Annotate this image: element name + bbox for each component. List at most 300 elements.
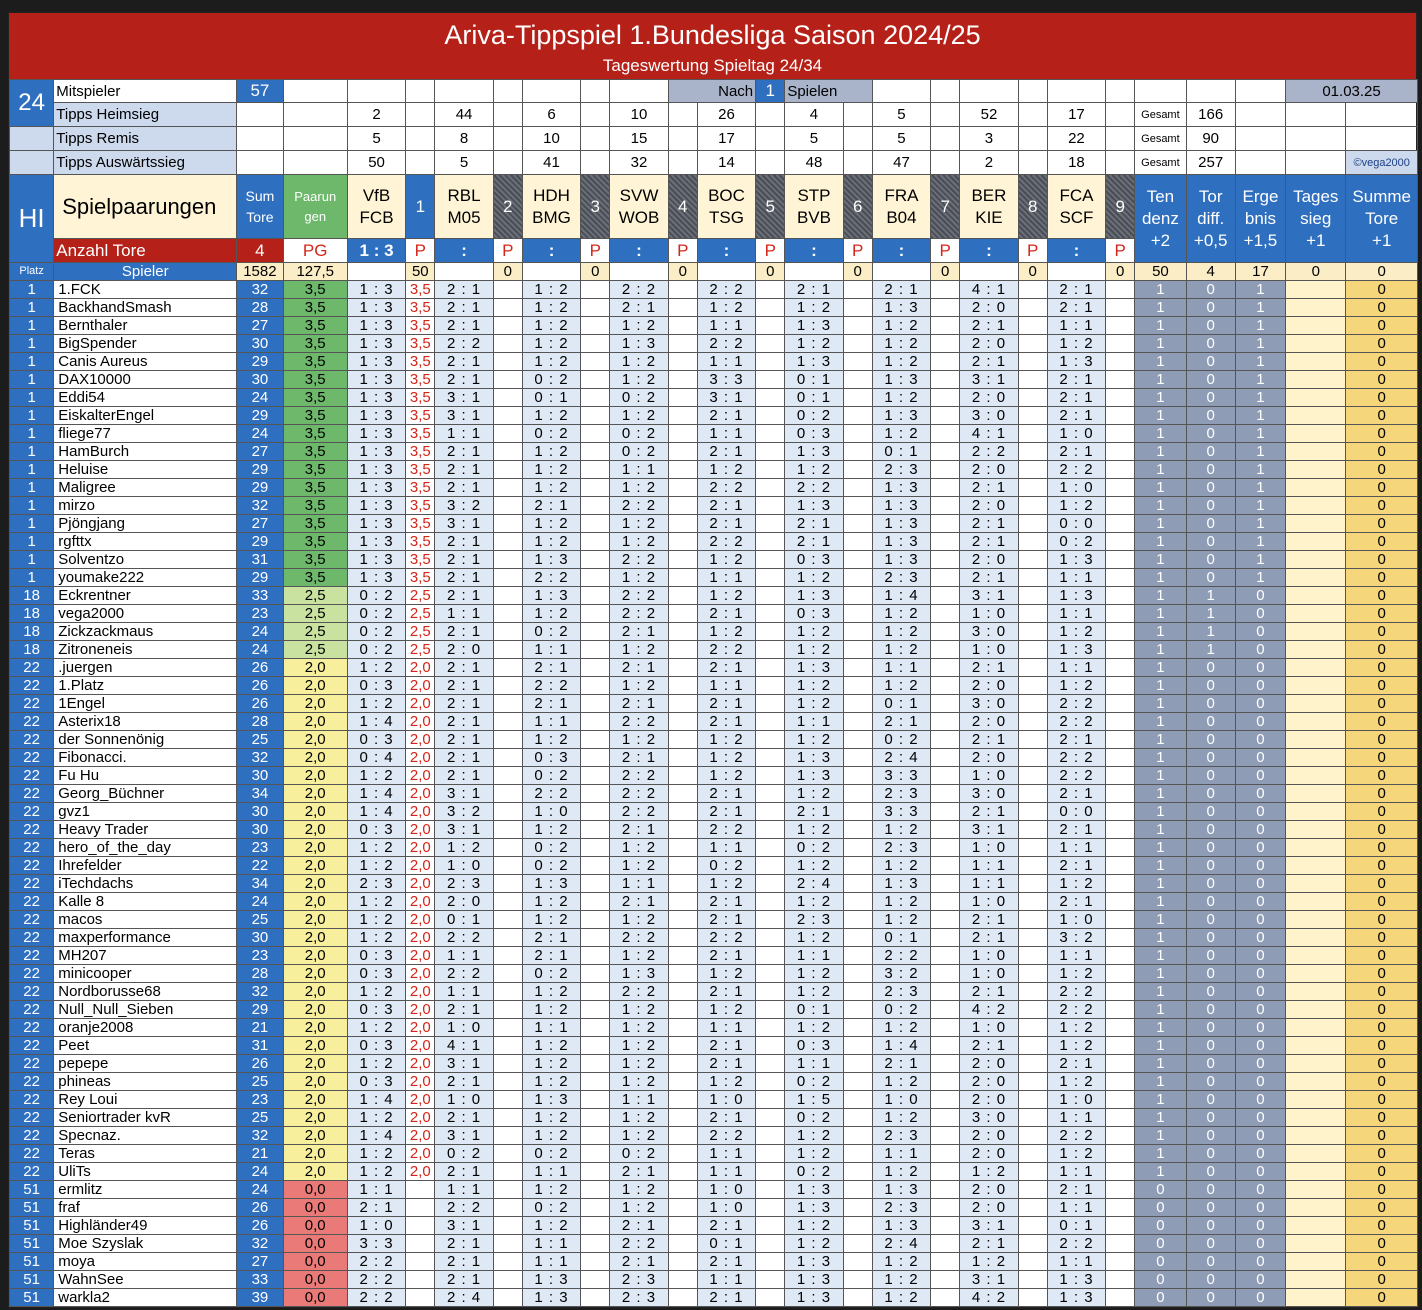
player-tipp: 2 : 3 [872, 839, 930, 857]
player-summetore: 0 [1346, 1235, 1418, 1253]
player-tipp: 2 : 2 [435, 929, 493, 947]
player-tipp: 2 : 1 [435, 479, 493, 497]
player-points [1106, 1055, 1135, 1073]
player-tipp: 1 : 2 [1047, 623, 1105, 641]
player-tipp: 0 : 1 [697, 1235, 755, 1253]
player-tipp: 2 : 3 [872, 569, 930, 587]
home-team: BER [971, 185, 1007, 205]
home-team: RBL [447, 185, 481, 205]
player-tipp: 1 : 1 [522, 1163, 580, 1181]
points-total: 0 [668, 263, 697, 281]
player-points [843, 947, 872, 965]
player-ergebnis: 1 [1235, 317, 1285, 335]
player-tipp: 4 : 1 [960, 281, 1018, 299]
player-tordiff: 0 [1186, 731, 1235, 749]
player-tagessieg [1286, 1145, 1346, 1163]
player-tipp: 3 : 2 [1047, 929, 1105, 947]
player-row [10, 623, 1418, 641]
player-tipp: 2 : 1 [697, 713, 755, 731]
player-tipp: 2 : 1 [522, 497, 580, 515]
player-tipp: 2 : 1 [435, 587, 493, 605]
player-tordiff: 0 [1186, 335, 1235, 353]
player-ergebnis: 1 [1235, 551, 1285, 569]
player-points [1018, 317, 1047, 335]
player-sum-tore: 29 [237, 479, 283, 497]
player-points [493, 839, 522, 857]
blank-cell [283, 103, 347, 127]
player-points [931, 695, 960, 713]
player-tipp: 2 : 1 [1047, 371, 1105, 389]
player-tipp: 1 : 1 [435, 1181, 493, 1199]
player-sum-tore: 32 [237, 1127, 283, 1145]
player-points [668, 1127, 697, 1145]
player-tagessieg [1286, 1235, 1346, 1253]
player-tipp: 1 : 2 [697, 965, 755, 983]
player-name: Kalle 8 [54, 893, 237, 911]
ergebnis-total: 17 [1235, 263, 1285, 281]
player-row [10, 587, 1418, 605]
player-tipp: 2 : 1 [522, 695, 580, 713]
player-rank: 51 [10, 1217, 54, 1235]
match-5-teams [697, 175, 755, 239]
player-tipp: 2 : 0 [960, 749, 1018, 767]
home-team: VfB [362, 185, 391, 205]
match-number: 3 [581, 175, 610, 239]
player-name: Moe Szyslak [54, 1235, 237, 1253]
player-sum-tore: 31 [237, 1037, 283, 1055]
tordiff-header [1186, 175, 1235, 263]
player-tipp: 1 : 3 [347, 281, 405, 299]
player-row [10, 965, 1418, 983]
player-points: 2,0 [406, 1163, 435, 1181]
player-tipp: 1 : 3 [347, 515, 405, 533]
player-tipp: 0 : 3 [347, 1001, 405, 1019]
player-points: 3,5 [406, 371, 435, 389]
player-tipp: 1 : 2 [610, 947, 668, 965]
player-tipp: 1 : 2 [610, 1037, 668, 1055]
player-points [493, 551, 522, 569]
player-pg: 3,5 [283, 479, 347, 497]
player-points [1106, 587, 1135, 605]
player-points [931, 515, 960, 533]
player-points [843, 317, 872, 335]
player-points [1106, 569, 1135, 587]
tipp-stats-label: Tipps Remis [54, 127, 237, 151]
blank-cell [1106, 127, 1135, 151]
player-tendenz: 1 [1135, 605, 1186, 623]
player-sum-tore: 29 [237, 1001, 283, 1019]
player-tipp: 2 : 1 [960, 515, 1018, 533]
player-points [756, 1055, 785, 1073]
player-tipp: 1 : 5 [785, 1091, 843, 1109]
player-summetore: 0 [1346, 893, 1418, 911]
player-tipp: 1 : 4 [347, 803, 405, 821]
player-points [581, 407, 610, 425]
player-tipp: 1 : 1 [522, 1235, 580, 1253]
player-sum-tore: 27 [237, 317, 283, 335]
player-ergebnis: 1 [1235, 533, 1285, 551]
player-tipp: 1 : 0 [872, 1091, 930, 1109]
player-tipp: 2 : 2 [347, 1271, 405, 1289]
player-ergebnis: 0 [1235, 1001, 1285, 1019]
player-points [1106, 839, 1135, 857]
player-points [406, 1217, 435, 1235]
tipp-count: 17 [697, 127, 755, 151]
player-points [843, 1109, 872, 1127]
player-tipp: 1 : 1 [697, 1145, 755, 1163]
player-tipp: 2 : 1 [435, 1163, 493, 1181]
tipp-count: 41 [522, 151, 580, 175]
player-name: Fu Hu [54, 767, 237, 785]
player-tagessieg [1286, 659, 1346, 677]
player-sum-tore: 29 [237, 353, 283, 371]
player-sum-tore: 32 [237, 983, 283, 1001]
player-tendenz: 1 [1135, 389, 1186, 407]
player-tipp: 1 : 3 [347, 551, 405, 569]
gesamt-label: Gesamt [1135, 103, 1186, 127]
player-tipp: 2 : 1 [872, 1055, 930, 1073]
player-rank: 22 [10, 1145, 54, 1163]
player-summetore: 0 [1346, 821, 1418, 839]
player-tipp: 1 : 2 [610, 1199, 668, 1217]
player-tagessieg [1286, 875, 1346, 893]
player-tipp: 1 : 2 [872, 821, 930, 839]
player-summetore: 0 [1346, 1199, 1418, 1217]
player-points [843, 425, 872, 443]
player-tordiff: 0 [1186, 965, 1235, 983]
player-points [493, 911, 522, 929]
player-sum-tore: 32 [237, 497, 283, 515]
player-tagessieg [1286, 425, 1346, 443]
player-points: 3,5 [406, 335, 435, 353]
player-pg: 2,0 [283, 947, 347, 965]
player-summetore: 0 [1346, 533, 1418, 551]
player-name: 1.Platz [54, 677, 237, 695]
player-tipp: 1 : 2 [610, 1055, 668, 1073]
player-points [668, 803, 697, 821]
blank-cell [1235, 127, 1285, 151]
player-row [10, 425, 1418, 443]
player-tipp: 2 : 1 [435, 1001, 493, 1019]
player-points: 2,0 [406, 839, 435, 857]
player-tipp: 2 : 1 [610, 1217, 668, 1235]
player-points [1018, 1127, 1047, 1145]
player-name: Highländer49 [54, 1217, 237, 1235]
matchday-number: 24 [10, 80, 54, 127]
player-points [931, 1109, 960, 1127]
player-tipp: 3 : 1 [435, 1055, 493, 1073]
player-tipp: 2 : 0 [960, 1199, 1018, 1217]
player-ergebnis: 0 [1235, 1163, 1285, 1181]
player-points [668, 659, 697, 677]
player-points [756, 497, 785, 515]
points-total: 50 [406, 263, 435, 281]
player-tipp: 2 : 1 [872, 281, 930, 299]
blank-cell [1286, 103, 1346, 127]
player-summetore: 0 [1346, 623, 1418, 641]
player-points [581, 1235, 610, 1253]
player-points [493, 515, 522, 533]
player-tipp: 1 : 1 [872, 1145, 930, 1163]
player-tipp: 2 : 1 [697, 1289, 755, 1307]
player-summetore: 0 [1346, 1217, 1418, 1235]
player-rank: 22 [10, 713, 54, 731]
player-name: BigSpender [54, 335, 237, 353]
tordiff-total: 4 [1186, 263, 1235, 281]
player-tipp: 1 : 1 [697, 353, 755, 371]
player-pg: 2,0 [283, 911, 347, 929]
player-sum-tore: 32 [237, 1235, 283, 1253]
player-sum-tore: 26 [237, 677, 283, 695]
player-points [931, 1163, 960, 1181]
player-points [493, 731, 522, 749]
player-points: 3,5 [406, 317, 435, 335]
player-tipp: 1 : 1 [1047, 1163, 1105, 1181]
blank-cell [931, 103, 960, 127]
player-tendenz: 0 [1135, 1289, 1186, 1307]
player-points [1106, 641, 1135, 659]
player-points [493, 461, 522, 479]
player-points [1106, 1073, 1135, 1091]
player-tipp: 2 : 1 [435, 281, 493, 299]
player-ergebnis: 0 [1235, 1289, 1285, 1307]
player-tendenz: 1 [1135, 425, 1186, 443]
player-summetore: 0 [1346, 1055, 1418, 1073]
player-tipp: 1 : 3 [610, 335, 668, 353]
blank-cell [960, 80, 1018, 103]
player-tordiff: 0 [1186, 1019, 1235, 1037]
player-tendenz: 0 [1135, 1253, 1186, 1271]
player-tipp: 1 : 2 [785, 569, 843, 587]
player-summetore: 0 [1346, 551, 1418, 569]
match-number: 4 [668, 175, 697, 239]
player-summetore: 0 [1346, 911, 1418, 929]
player-points [1106, 1091, 1135, 1109]
player-points: 3,5 [406, 443, 435, 461]
blank-cell [10, 127, 54, 151]
ergebnis-header [1235, 175, 1285, 263]
player-row [10, 389, 1418, 407]
player-row [10, 677, 1418, 695]
player-ergebnis: 0 [1235, 1271, 1285, 1289]
player-tipp: 2 : 1 [960, 1235, 1018, 1253]
player-points [756, 1163, 785, 1181]
player-tordiff: 0 [1186, 443, 1235, 461]
player-summetore: 0 [1346, 425, 1418, 443]
player-summetore: 0 [1346, 965, 1418, 983]
player-sum-tore: 30 [237, 767, 283, 785]
player-tipp: 2 : 2 [1047, 713, 1105, 731]
player-tipp: 2 : 1 [785, 515, 843, 533]
player-rank: 1 [10, 479, 54, 497]
player-points: 2,5 [406, 605, 435, 623]
blank-cell [1018, 103, 1047, 127]
player-tipp: 0 : 3 [347, 965, 405, 983]
player-tipp: 3 : 3 [872, 767, 930, 785]
player-points [1106, 1181, 1135, 1199]
player-tipp: 2 : 1 [435, 731, 493, 749]
player-points [668, 677, 697, 695]
player-ergebnis: 1 [1235, 281, 1285, 299]
player-points [493, 1073, 522, 1091]
player-summetore: 0 [1346, 569, 1418, 587]
player-points [668, 713, 697, 731]
player-tipp: 1 : 1 [785, 947, 843, 965]
blank-cell [283, 80, 347, 103]
player-points [1018, 1145, 1047, 1163]
player-tendenz: 1 [1135, 695, 1186, 713]
player-row [10, 731, 1418, 749]
player-tipp: 0 : 2 [522, 425, 580, 443]
blank-cell [581, 80, 610, 103]
player-points [1018, 1037, 1047, 1055]
tipp-count: 48 [785, 151, 843, 175]
player-points [756, 1037, 785, 1055]
player-tipp: 1 : 2 [1047, 1073, 1105, 1091]
player-tipp: 2 : 2 [960, 443, 1018, 461]
player-row [10, 371, 1418, 389]
player-points [1106, 407, 1135, 425]
player-points [1106, 1037, 1135, 1055]
player-points [668, 857, 697, 875]
player-rank: 1 [10, 515, 54, 533]
tipp-count: 50 [347, 151, 405, 175]
player-points [931, 551, 960, 569]
player-points [931, 1145, 960, 1163]
player-name: oranje2008 [54, 1019, 237, 1037]
player-points [493, 767, 522, 785]
player-points [493, 893, 522, 911]
player-row [10, 1109, 1418, 1127]
player-sum-tore: 24 [237, 623, 283, 641]
player-tipp: 3 : 1 [435, 389, 493, 407]
player-points [1106, 389, 1135, 407]
player-tagessieg [1286, 515, 1346, 533]
player-points [493, 1235, 522, 1253]
player-points [931, 677, 960, 695]
player-tipp: 0 : 3 [347, 731, 405, 749]
player-rank: 1 [10, 497, 54, 515]
player-points [581, 803, 610, 821]
player-points [931, 821, 960, 839]
player-points [931, 749, 960, 767]
match-result: : [872, 239, 930, 263]
blank-cell [1135, 80, 1186, 103]
player-tendenz: 1 [1135, 713, 1186, 731]
player-points [581, 1289, 610, 1307]
player-tipp: 1 : 2 [872, 1289, 930, 1307]
player-tordiff: 0 [1186, 569, 1235, 587]
player-tipp: 2 : 2 [610, 551, 668, 569]
player-name: Null_Null_Sieben [54, 1001, 237, 1019]
player-points [843, 695, 872, 713]
paarungen-header-line: gen [304, 208, 327, 224]
player-points [668, 1037, 697, 1055]
player-tordiff: 0 [1186, 461, 1235, 479]
player-row [10, 551, 1418, 569]
player-points [581, 1127, 610, 1145]
player-name: 1.FCK [54, 281, 237, 299]
player-points [1018, 1055, 1047, 1073]
player-name: maxperformance [54, 929, 237, 947]
player-tordiff: 0 [1186, 281, 1235, 299]
player-tipp: 3 : 1 [960, 1271, 1018, 1289]
player-tipp: 1 : 0 [960, 641, 1018, 659]
player-tipp: 1 : 3 [785, 1289, 843, 1307]
sum-tore-header-line: Sum [245, 187, 275, 204]
blank-cell [581, 127, 610, 151]
player-tipp: 2 : 0 [960, 1091, 1018, 1109]
paarungen-header [283, 175, 347, 239]
player-tipp: 2 : 1 [610, 695, 668, 713]
points-label: P [1018, 239, 1047, 263]
player-points [931, 983, 960, 1001]
away-team: SCF [1059, 207, 1094, 227]
player-tipp: 2 : 0 [960, 299, 1018, 317]
player-tipp: 1 : 2 [697, 623, 755, 641]
player-tipp: 1 : 0 [1047, 479, 1105, 497]
blank-cell [493, 103, 522, 127]
player-tipp: 2 : 1 [697, 1055, 755, 1073]
player-points [581, 1199, 610, 1217]
player-points [931, 1073, 960, 1091]
match-8-teams [960, 175, 1018, 239]
player-pg: 2,0 [283, 821, 347, 839]
player-rank: 1 [10, 533, 54, 551]
player-points: 2,0 [406, 1037, 435, 1055]
player-points [756, 389, 785, 407]
player-name: Ihrefelder [54, 857, 237, 875]
player-tendenz: 1 [1135, 623, 1186, 641]
player-row [10, 839, 1418, 857]
player-points [843, 1019, 872, 1037]
player-pg: 3,5 [283, 497, 347, 515]
player-points [756, 1235, 785, 1253]
player-summetore: 0 [1346, 1145, 1418, 1163]
player-points [756, 947, 785, 965]
player-points [1106, 1253, 1135, 1271]
player-points [581, 335, 610, 353]
player-points [581, 767, 610, 785]
player-summetore: 0 [1346, 443, 1418, 461]
player-tipp: 2 : 1 [610, 1163, 668, 1181]
player-tipp: 0 : 3 [347, 1073, 405, 1091]
player-points [843, 1181, 872, 1199]
player-tipp: 1 : 2 [610, 911, 668, 929]
player-tagessieg [1286, 1109, 1346, 1127]
player-points: 2,5 [406, 587, 435, 605]
player-tipp: 1 : 3 [347, 461, 405, 479]
player-points [668, 1235, 697, 1253]
player-ergebnis: 1 [1235, 479, 1285, 497]
player-tipp: 1 : 1 [872, 659, 930, 677]
blank-cell [931, 127, 960, 151]
player-summetore: 0 [1346, 767, 1418, 785]
player-points [843, 1073, 872, 1091]
player-points [668, 299, 697, 317]
home-team: HDH [533, 185, 570, 205]
player-tipp: 1 : 2 [785, 821, 843, 839]
player-tagessieg [1286, 893, 1346, 911]
player-points [581, 929, 610, 947]
player-sum-tore: 26 [237, 695, 283, 713]
player-pg: 3,5 [283, 515, 347, 533]
player-tipp: 2 : 2 [610, 929, 668, 947]
player-summetore: 0 [1346, 479, 1418, 497]
player-pg: 3,5 [283, 299, 347, 317]
player-rank: 51 [10, 1199, 54, 1217]
player-tipp: 0 : 2 [522, 839, 580, 857]
